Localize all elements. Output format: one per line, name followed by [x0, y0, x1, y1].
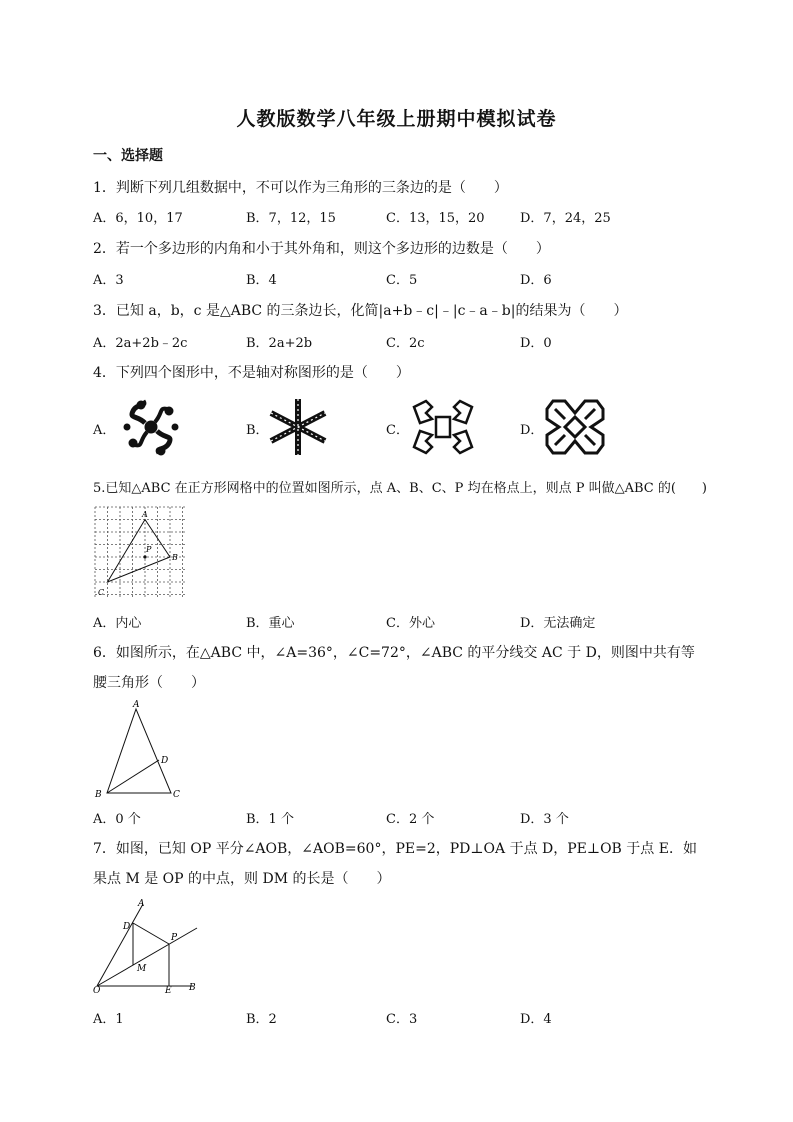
question-5-stem: 5.已知△ABC 在正方形网格中的位置如图所示，点 A、B、C、P 均在格点上，则点 P 叫做△ABC 的( )	[93, 481, 707, 496]
label-e: E	[165, 986, 172, 996]
label-a: A	[142, 510, 148, 519]
question-3-options	[93, 332, 713, 352]
option-a[interactable]: A．1	[93, 1012, 124, 1027]
option-d[interactable]: D．无法确定	[520, 616, 596, 631]
option-d[interactable]: D．	[520, 423, 544, 438]
option-b[interactable]: B．重心	[246, 616, 295, 631]
cross-figure-icon	[543, 397, 607, 457]
page-title: 人教版数学八年级上册期中模拟试卷	[236, 108, 557, 130]
option-a[interactable]: A．2a+2b﹣2c	[93, 336, 188, 351]
label-b: B	[172, 553, 178, 562]
question-6-options	[93, 808, 713, 828]
angle-bisector-figure	[93, 895, 211, 997]
option-c[interactable]: C．3	[386, 1012, 418, 1027]
option-c[interactable]: C．13，15，20	[386, 211, 485, 226]
label-m: M	[137, 964, 147, 974]
label-p: P	[171, 933, 178, 943]
question-4-options	[93, 397, 713, 459]
option-a[interactable]: A．6，10，17	[93, 211, 183, 226]
isosceles-triangle-figure	[93, 697, 185, 801]
label-d: D	[161, 756, 169, 766]
swirl-figure-icon	[119, 397, 183, 457]
grid-triangle-figure	[93, 505, 189, 599]
asterisk-figure-icon	[263, 397, 333, 457]
question-6-stem: 6．如图所示，在△ABC 中，∠A=36°，∠C=72°，∠ABC 的平分线交 AC 于 D，则图中共有等腰三角形（ ）	[93, 645, 695, 691]
question-3-stem: 3．已知 a，b，c 是△ABC 的三条边长，化简|a+b﹣c|﹣|c﹣a﹣b|的结果为（ ）	[93, 303, 628, 319]
label-a: A	[133, 700, 140, 710]
option-a[interactable]: A．内心	[93, 616, 142, 631]
option-b[interactable]: B．4	[246, 273, 277, 288]
option-b[interactable]: B．2a+2b	[246, 336, 313, 351]
option-c[interactable]: C．外心	[386, 616, 435, 631]
question-1-options	[93, 207, 713, 227]
option-a[interactable]: A．3	[93, 273, 124, 288]
option-c[interactable]: C．	[386, 423, 409, 438]
option-a[interactable]: A．0 个	[93, 812, 141, 827]
label-b: B	[189, 983, 196, 993]
label-b: B	[95, 790, 102, 800]
option-b[interactable]: B．2	[246, 1012, 277, 1027]
question-7-stem: 7．如图，已知 OP 平分∠AOB，∠AOB=60°，PE=2，PD⊥OA 于点 D，PE⊥OB 于点 E．如果点 M 是 OP 的中点，则 DM 的长是（ ）	[93, 841, 697, 887]
label-d: D	[123, 922, 131, 932]
question-2-stem: 2．若一个多边形的内角和小于其外角和，则这个多边形的边数是（ ）	[93, 241, 550, 257]
label-o: O	[93, 986, 101, 996]
option-d[interactable]: D．3 个	[520, 812, 569, 827]
option-c[interactable]: C．2c	[386, 336, 425, 351]
section-heading: 一、选择题	[93, 148, 163, 164]
option-d[interactable]: D．7，24，25	[520, 211, 611, 226]
option-d[interactable]: D．4	[520, 1012, 552, 1027]
label-p: P	[146, 545, 152, 554]
question-7-options	[93, 1008, 713, 1028]
question-4-stem: 4．下列四个图形中，不是轴对称图形的是（ ）	[93, 365, 410, 381]
label-a: A	[138, 899, 145, 909]
question-1-stem: 1．判断下列几组数据中，不可以作为三角形的三条边的是（ ）	[93, 180, 508, 196]
option-c[interactable]: C．5	[386, 273, 418, 288]
label-c: C	[98, 588, 105, 597]
option-a[interactable]: A．	[93, 423, 116, 438]
option-c[interactable]: C．2 个	[386, 812, 435, 827]
option-b[interactable]: B．1 个	[246, 812, 294, 827]
option-b[interactable]: B．	[246, 423, 269, 438]
question-2-options	[93, 269, 713, 289]
question-5-options	[93, 612, 713, 632]
arrows-figure-icon	[408, 397, 478, 457]
label-c: C	[173, 790, 180, 800]
option-b[interactable]: B．7，12，15	[246, 211, 336, 226]
option-d[interactable]: D．6	[520, 273, 552, 288]
option-d[interactable]: D．0	[520, 336, 552, 351]
